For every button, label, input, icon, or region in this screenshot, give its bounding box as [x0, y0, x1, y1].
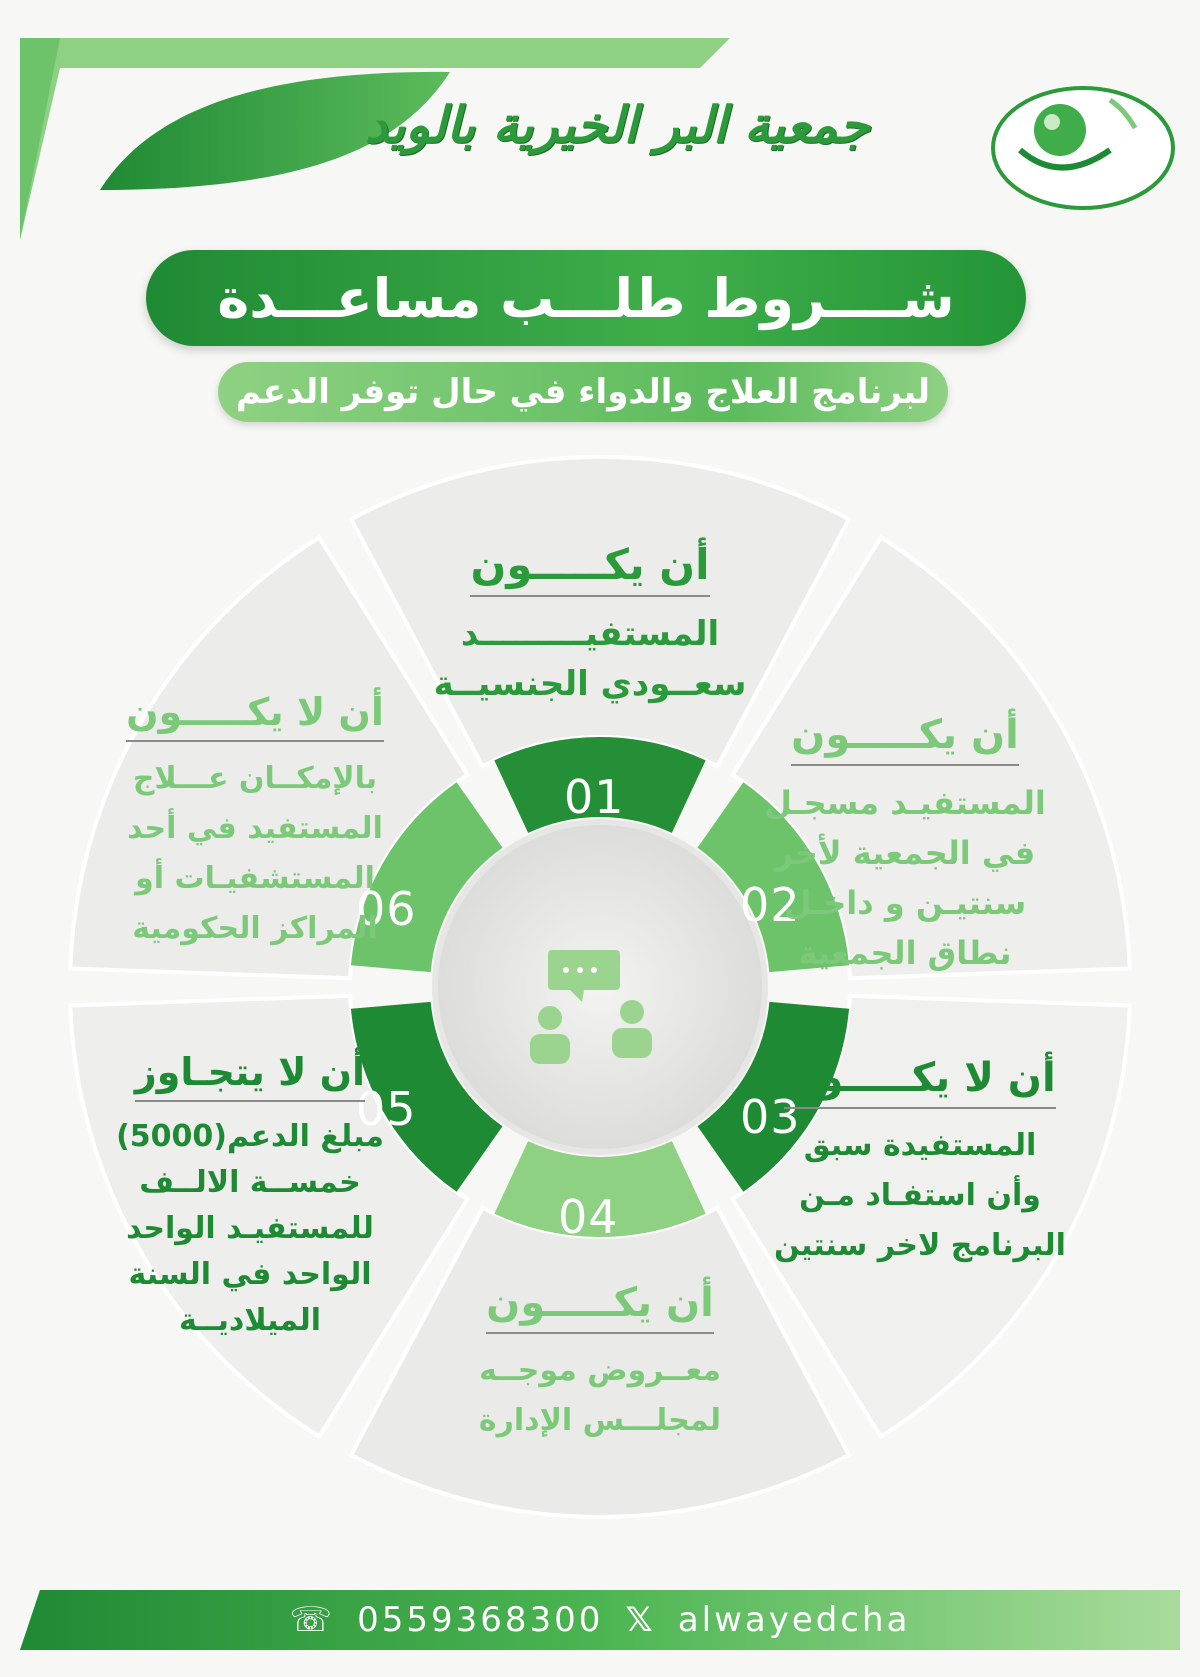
condition-5-line: الميلاديــة — [178, 1303, 322, 1338]
condition-3-line: المستفيدة سبق — [803, 1128, 1037, 1163]
condition-6 — [95, 690, 415, 954]
condition-2-line: نطاق الجمعية — [798, 934, 1012, 972]
condition-1-title: أن يكـــــون — [470, 540, 709, 597]
condition-5 — [95, 1050, 405, 1344]
condition-4-line: معــروض موجــه — [479, 1353, 721, 1388]
page-subtitle: لبرنامج العلاج والدواء في حال توفر الدعم — [235, 372, 931, 412]
phone-number[interactable]: 0559368300 — [357, 1600, 604, 1640]
condition-3 — [760, 1055, 1080, 1271]
condition-6-title: أن لا يكـــــون — [126, 690, 384, 742]
condition-1-line: سعــودي الجنسيــة — [433, 664, 747, 704]
x-logo-icon: 𝕏 — [625, 1600, 656, 1640]
condition-6-line: المستفيد في أحد — [127, 811, 383, 846]
condition-4 — [420, 1280, 780, 1446]
condition-6-line: المراكز الحكومية — [132, 911, 378, 946]
condition-number-1: 01 — [564, 770, 625, 824]
association-badge-logo — [993, 88, 1173, 208]
condition-5-line: للمستفيـد الواحد — [126, 1211, 374, 1246]
condition-2-line: في الجمعية لأخر — [774, 834, 1036, 872]
page-title: شــــروط طلـــب مساعـــدة — [217, 266, 955, 330]
condition-5-line: مبلغ الدعم(5000) — [116, 1119, 384, 1154]
title-banner — [146, 250, 1026, 346]
condition-2-line: سنتيـن و داخـل — [783, 884, 1027, 922]
condition-number-6: 06 — [356, 882, 417, 936]
condition-number-3: 03 — [740, 1090, 801, 1144]
condition-number-5: 05 — [356, 1082, 417, 1136]
condition-2-line: المستفيـد مسجـل — [764, 784, 1046, 822]
condition-2 — [760, 712, 1050, 978]
condition-4-title: أن يكـــــون — [486, 1280, 714, 1334]
condition-number-4: 04 — [558, 1190, 619, 1244]
condition-5-title: أن لا يتجـاوز — [135, 1050, 365, 1102]
condition-2-title: أن يكـــــون — [791, 712, 1019, 766]
condition-1 — [410, 540, 770, 709]
condition-3-title: أن لا يكـــــون — [784, 1055, 1055, 1109]
condition-3-line: البرنامج لاخر سنتين — [774, 1228, 1066, 1263]
condition-6-line: المستشفيـات أو — [135, 861, 375, 896]
association-logo-text: جمعية البر الخيرية بالويد — [364, 95, 870, 154]
phone-icon: ☏ — [289, 1600, 336, 1640]
condition-5-line: الواحد في السنة — [128, 1257, 372, 1292]
condition-4-line: لمجلـــس الإدارة — [478, 1403, 722, 1438]
condition-number-2: 02 — [740, 878, 801, 932]
condition-1-line: المستفيـــــــــد — [460, 614, 720, 654]
footer-contact — [20, 1590, 1180, 1650]
condition-6-line: بالإمكــان عـــلاج — [132, 761, 378, 796]
social-handle[interactable]: alwayedcha — [677, 1600, 911, 1640]
condition-3-line: وأن استفـاد مـن — [799, 1178, 1041, 1213]
subtitle-banner — [218, 362, 948, 422]
condition-5-line: خمســة الالــف — [139, 1165, 361, 1200]
